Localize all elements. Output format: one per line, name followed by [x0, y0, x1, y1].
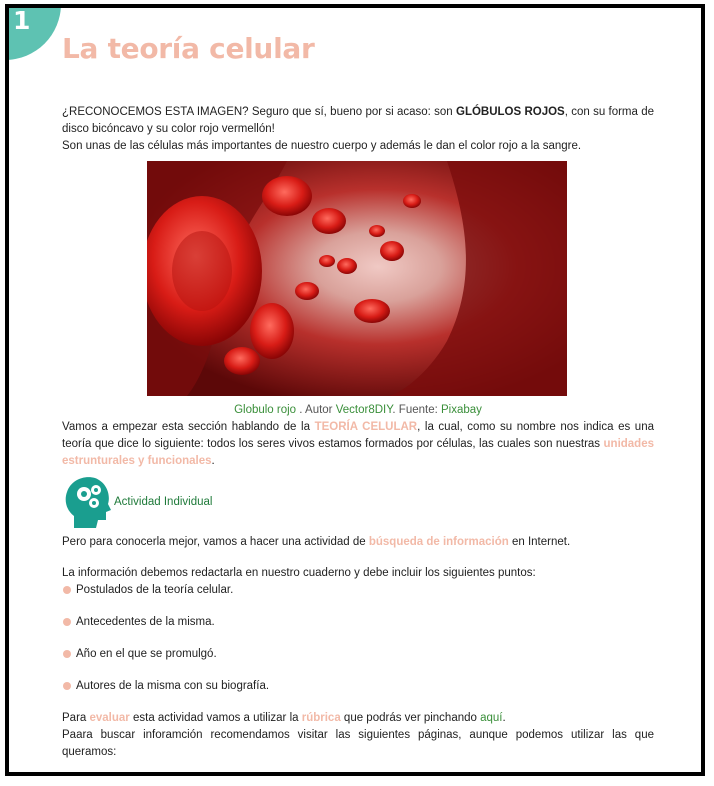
section-number: 1 — [13, 6, 31, 35]
points-list — [62, 582, 654, 695]
intro-paragraph: ¿RECONOCEMOS ESTA IMAGEN? Seguro que sí, bueno por si acaso: son GLÓBULOS ROJOS, con su forma de disco bicóncavo y su color rojo vermellón! — [62, 106, 654, 135]
list-item: Año en el que se promulgó. — [62, 646, 654, 663]
resources-paragraph: Paara buscar inforamción recomendamos visitar las siguientes páginas, aunque podemos utilizar las que queramos: — [62, 729, 654, 758]
page-title: La teoría celular — [62, 32, 315, 65]
head-gears-icon — [62, 474, 112, 530]
image-caption: Globulo rojo . Autor Vector8DIY. Fuente: Pixabay — [234, 404, 482, 416]
source-link[interactable]: Pixabay — [441, 404, 482, 416]
evaluation-paragraph: Para evaluar esta actividad vamos a utilizar la rúbrica que podrás ver pinchando aquí. — [62, 712, 506, 724]
evaluate-term: evaluar — [89, 712, 130, 724]
instructions-paragraph: La información debemos redactarla en nuestro cuaderno y debe incluir los siguientes puntos: — [62, 567, 536, 579]
structural-units-term: unidades estrunturales y funcionales — [62, 438, 654, 467]
red-blood-cells-image — [147, 161, 567, 396]
section-number-badge — [5, 4, 61, 60]
search-paragraph: Pero para conocerla mejor, vamos a hacer una actividad de búsqueda de información en Internet. — [62, 536, 571, 548]
cell-theory-term: TEORÍA CELULAR — [314, 421, 418, 433]
search-info-term: búsqueda de información — [368, 536, 509, 548]
activity-label: Actividad Individual — [114, 495, 213, 508]
intro-paragraph-2: Son unas de las células más importantes de nuestro cuerpo y además le dan el color rojo a la sangre. — [62, 140, 582, 152]
rubric-term: rúbrica — [301, 712, 341, 724]
image-title-link[interactable]: Globulo rojo — [234, 404, 297, 416]
red-cells-term: GLÓBULOS ROJOS — [456, 106, 565, 118]
list-item: Postulados de la teoría celular. — [62, 582, 654, 599]
rubric-link[interactable]: aquí — [480, 712, 503, 724]
author-link[interactable]: Vector8DIY — [335, 404, 393, 416]
theory-paragraph: Vamos a empezar esta sección hablando de la TEORÍA CELULAR, la cual, como su nombre nos indica es una teoría que dice lo siguiente: todos los seres vivos estamos formados por células, las cuales son nuestras unidades estrunturales y funcionales. — [62, 421, 654, 467]
main-content — [62, 104, 654, 761]
activity-header — [62, 474, 654, 530]
content-frame — [5, 4, 705, 776]
list-item: Antecedentes de la misma. — [62, 614, 654, 631]
list-item: Autores de la misma con su biografía. — [62, 678, 654, 695]
